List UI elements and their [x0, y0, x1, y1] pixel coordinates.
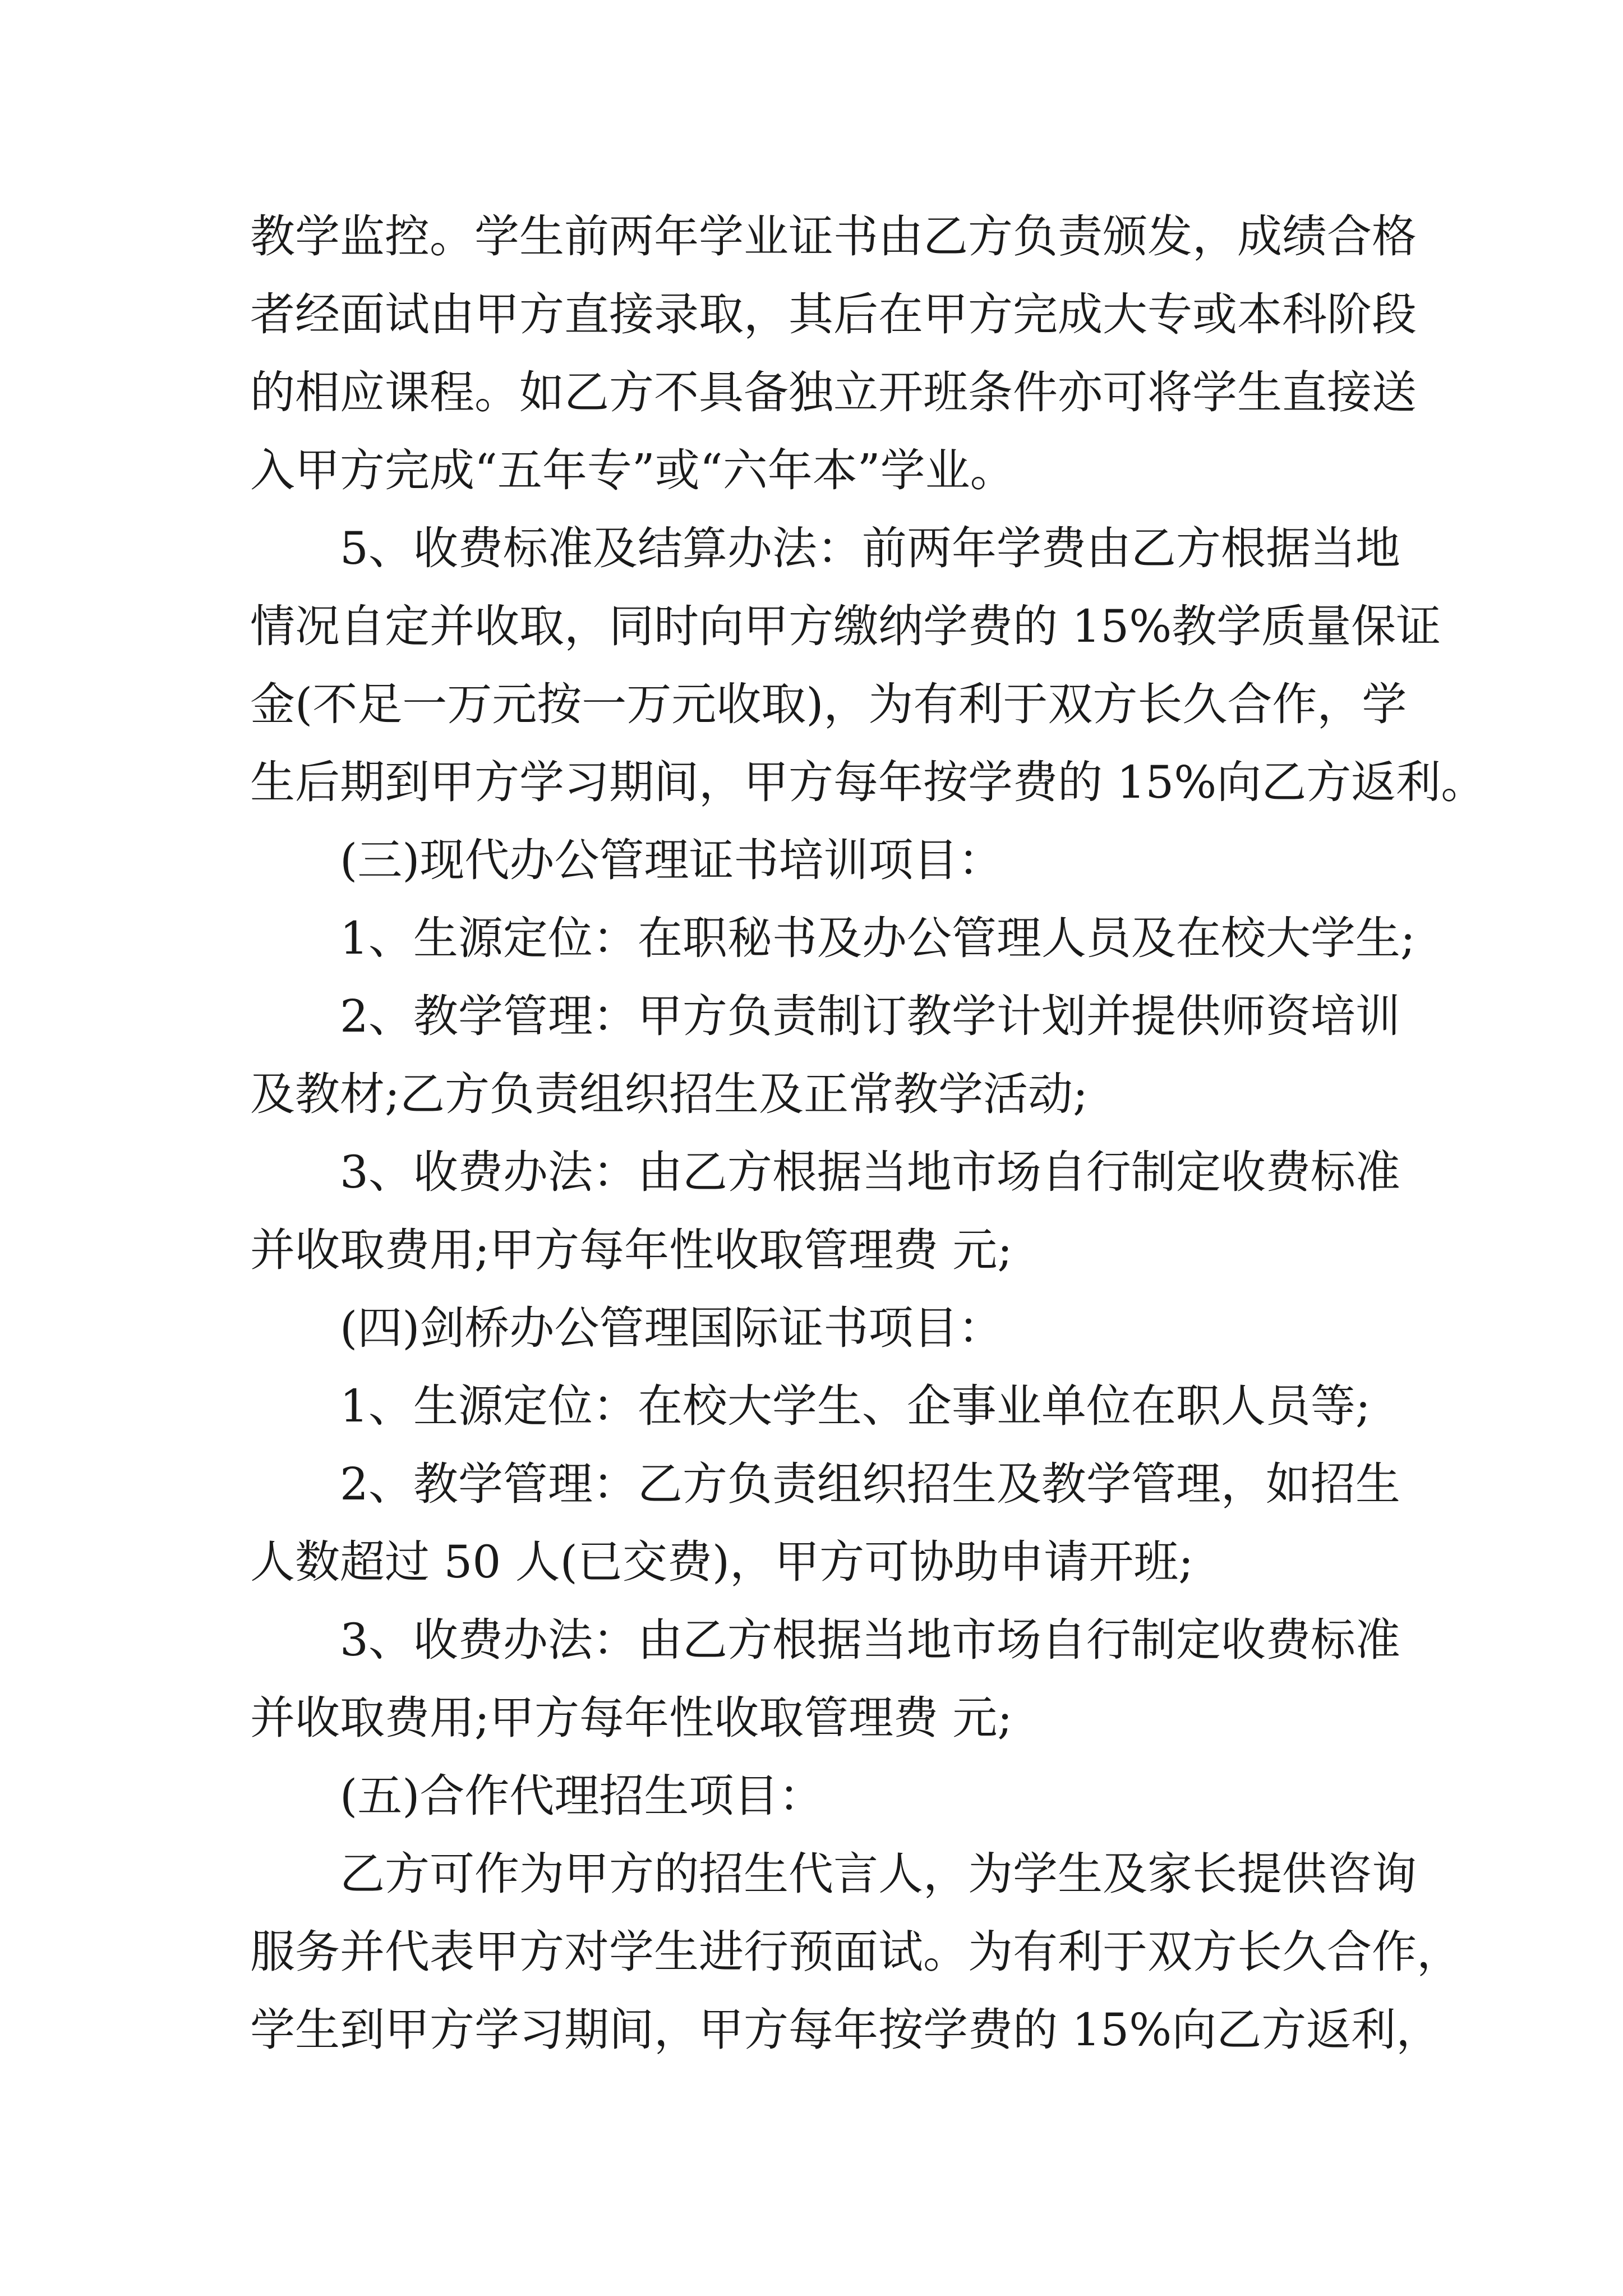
text-line: 5、收费标准及结算办法：前两年学费由乙方根据当地: [340, 522, 1400, 574]
text-line: 入甲方完成“五年专”或“六年本”学业。: [250, 444, 1015, 496]
text-line: 并收取费用;甲方每年性收取管理费 元;: [250, 1224, 1013, 1276]
text-line: 情况自定并收取，同时向甲方缴纳学费的 15%教学质量保证: [250, 600, 1441, 652]
text-line: 乙方可作为甲方的招生代言人，为学生及家长提供咨询: [340, 1848, 1417, 1900]
text-line: 生后期到甲方学习期间，甲方每年按学费的 15%向乙方返利。: [250, 756, 1486, 808]
text-line: 服务并代表甲方对学生进行预面试。为有利于双方长久合作，: [250, 1926, 1461, 1978]
text-line: 及教材;乙方负责组织招生及正常教学活动;: [250, 1068, 1088, 1120]
text-line: 并收取费用;甲方每年性收取管理费 元;: [250, 1692, 1013, 1744]
text-line: 3、收费办法：由乙方根据当地市场自行制定收费标准: [340, 1146, 1400, 1198]
text-line: 3、收费办法：由乙方根据当地市场自行制定收费标准: [340, 1614, 1400, 1666]
text-line: 人数超过 50 人(已交费)，甲方可协助申请开班;: [250, 1536, 1194, 1588]
text-line: 教学监控。学生前两年学业证书由乙方负责颁发，成绩合格: [250, 210, 1417, 263]
text-line: (四)剑桥办公管理国际证书项目：: [340, 1302, 1003, 1354]
text-line: 2、教学管理：甲方负责制订教学计划并提供师资培训: [340, 990, 1400, 1042]
text-line: 2、教学管理：乙方负责组织招生及教学管理，如招生: [340, 1458, 1400, 1510]
text-line: 1、生源定位：在校大学生、企事业单位在职人员等;: [340, 1380, 1371, 1432]
text-line: (三)现代办公管理证书培训项目：: [340, 834, 1003, 886]
text-line: 学生到甲方学习期间，甲方每年按学费的 15%向乙方返利，: [250, 2004, 1441, 2056]
text-line: 的相应课程。如乙方不具备独立开班条件亦可将学生直接送: [250, 366, 1417, 418]
text-line: 1、生源定位：在职秘书及办公管理人员及在校大学生;: [340, 912, 1415, 964]
text-line: 者经面试由甲方直接录取，其后在甲方完成大专或本科阶段: [250, 288, 1417, 341]
text-line: (五)合作代理招生项目：: [340, 1770, 824, 1822]
text-line: 金(不足一万元按一万元收取)，为有利于双方长久合作，学: [250, 678, 1407, 730]
document-body: [250, 197, 1486, 2069]
